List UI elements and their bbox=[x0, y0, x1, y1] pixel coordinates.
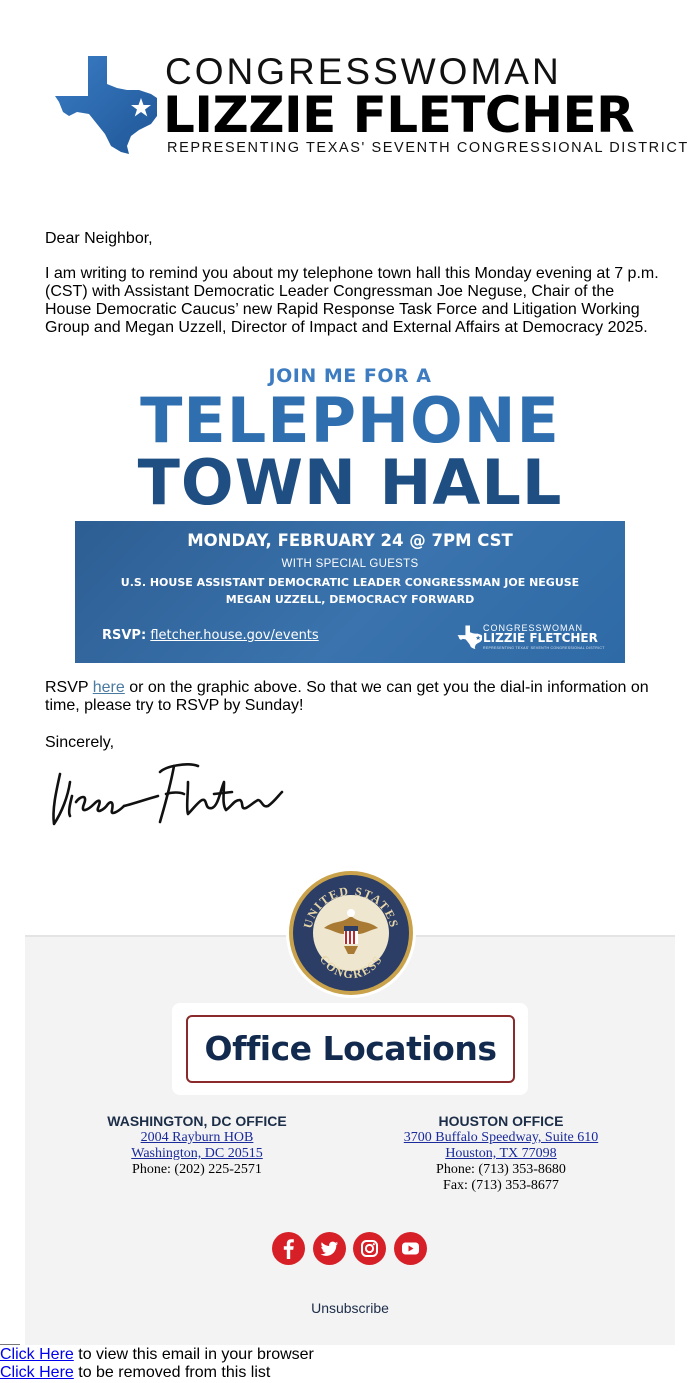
divider bbox=[0, 1344, 20, 1345]
youtube-icon[interactable] bbox=[394, 1232, 427, 1265]
houston-address-line2[interactable]: Houston, TX 77098 bbox=[445, 1146, 557, 1161]
header-title-name: LIZZIE FLETCHER bbox=[163, 86, 635, 144]
header-title-top: CONGRESSWOMAN bbox=[165, 51, 562, 92]
letter-body: I am writing to remind you about my telephone town hall this Monday evening at 7 p.m. (CST) with Assistant Democratic Leader Congressman Joe Neguse, Chair of the House Democratic Caucus’ new Rapid Response Task Force and Litigation Working Group and Megan Uzzell, Director of Impact and External Affairs at Democracy 2025. bbox=[45, 265, 659, 336]
graphic-rsvp bbox=[102, 628, 319, 643]
office-locations-box bbox=[172, 1003, 528, 1095]
rsvp-prefix: RSVP bbox=[45, 679, 93, 696]
town-hall-graphic[interactable] bbox=[75, 355, 625, 663]
graphic-rsvp-label: RSVP: bbox=[102, 628, 147, 643]
graphic-rsvp-url: fletcher.house.gov/events bbox=[150, 628, 319, 643]
graphic-logo bbox=[457, 622, 607, 652]
dc-office-heading: WASHINGTON, DC OFFICE bbox=[107, 1113, 287, 1129]
facebook-icon[interactable] bbox=[272, 1232, 305, 1265]
houston-fax: Fax: (713) 353-8677 bbox=[443, 1178, 559, 1193]
houston-office bbox=[381, 1113, 621, 1194]
instagram-icon[interactable] bbox=[353, 1232, 386, 1265]
dc-phone: Phone: (202) 225-2571 bbox=[132, 1162, 262, 1177]
graphic-guest-1: U.S. HOUSE ASSISTANT DEMOCRATIC LEADER CONGRESSMAN JOE NEGUSE bbox=[120, 576, 580, 589]
graphic-guest-2: MEGAN UZZELL, DEMOCRACY FORWARD bbox=[225, 593, 475, 606]
view-in-browser-link[interactable]: Click Here bbox=[0, 1346, 74, 1363]
graphic-logo-top: CONGRESSWOMAN bbox=[483, 623, 584, 633]
office-locations-title: Office Locations bbox=[204, 1029, 497, 1068]
graphic-with-guests: WITH SPECIAL GUESTS bbox=[281, 558, 419, 570]
rsvp-link[interactable]: here bbox=[92, 679, 125, 696]
dc-address-line1[interactable]: 2004 Rayburn HOB bbox=[140, 1130, 254, 1145]
texas-star-icon bbox=[457, 625, 483, 649]
view-in-browser-text: to view this email in your browser bbox=[73, 1346, 314, 1363]
graphic-date: MONDAY, FEBRUARY 24 @ 7PM CST bbox=[187, 531, 513, 550]
signature-image bbox=[48, 752, 288, 832]
graphic-join: JOIN ME FOR A bbox=[268, 365, 432, 387]
twitter-icon[interactable] bbox=[313, 1232, 346, 1265]
houston-address-line1[interactable]: 3700 Buffalo Speedway, Suite 610 bbox=[403, 1130, 599, 1145]
rsvp-paragraph bbox=[45, 679, 660, 715]
graphic-logo-name: LIZZIE FLETCHER bbox=[483, 631, 598, 645]
seal-text-top: UNITED STATES bbox=[300, 883, 402, 930]
graphic-info-panel bbox=[75, 521, 625, 663]
office-locations-frame bbox=[186, 1015, 515, 1083]
remove-from-list-link[interactable]: Click Here bbox=[0, 1364, 74, 1381]
rsvp-suffix: or on the graphic above. So that we can get you the dial-in information on time, please try to RSVP by Sunday! bbox=[45, 679, 649, 714]
seal-text-bottom: CONGRESS bbox=[316, 952, 386, 982]
graphic-logo-sub: REPRESENTING TEXAS' SEVENTH CONGRESSIONAL DISTRICT bbox=[483, 646, 605, 650]
header-banner bbox=[55, 51, 689, 162]
houston-phone: Phone: (713) 353-8680 bbox=[436, 1162, 566, 1177]
remove-from-list-line bbox=[0, 1364, 270, 1382]
dc-address-line2[interactable]: Washington, DC 20515 bbox=[131, 1146, 263, 1161]
closing: Sincerely, bbox=[45, 734, 115, 751]
texas-star-icon bbox=[55, 54, 159, 154]
greeting: Dear Neighbor, bbox=[45, 230, 153, 247]
houston-office-heading: HOUSTON OFFICE bbox=[438, 1113, 564, 1129]
dc-office bbox=[77, 1113, 317, 1178]
congress-seal bbox=[286, 868, 416, 998]
graphic-telephone: TELEPHONE bbox=[140, 384, 560, 457]
seal-icon bbox=[286, 868, 416, 998]
header-subtitle: REPRESENTING TEXAS' SEVENTH CONGRESSIONAL DISTRICT bbox=[167, 140, 689, 156]
unsubscribe-link[interactable]: Unsubscribe bbox=[311, 1300, 389, 1316]
remove-from-list-text: to be removed from this list bbox=[73, 1364, 271, 1381]
view-in-browser-line bbox=[0, 1346, 314, 1364]
graphic-town-hall: TOWN HALL bbox=[137, 446, 563, 519]
